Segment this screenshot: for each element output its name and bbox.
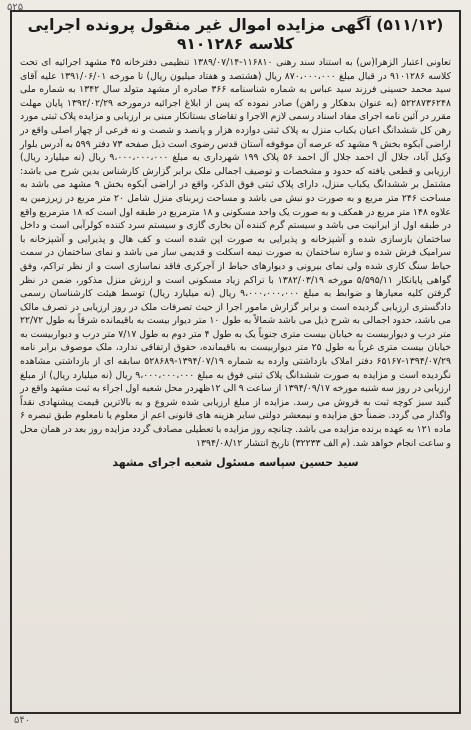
notice-frame bbox=[10, 10, 461, 714]
page-number-bottom: ۵۴۰ bbox=[14, 715, 31, 726]
page-number-top: ۵۲۵ bbox=[7, 2, 24, 13]
notice-body: تعاونی اعتبار الزهرا(س) به استناد سند رهنی ۱۱۶۸۱۰-۱۳۸۹/۰۷/۱۴ تنظیمی دفترخانه ۴۵ مشهد اجرائیه ای تحت کلاسه ۹۱۰۱۲۸۶ در قبال مبلغ ۸۷۰،۰۰۰،۰۰۰ ریال (هشتصد و هفتاد میلیون ریال) تا مورخه ۱۳۹۱/۰۶/۰۱ علیه آقای سید محمد حسینی فرزند سید عباس به شماره شناسنامه ۳۶۶ صادره از مشهد متولد سال ۱۳۴۲ به شماره ملی ۵۲۲۸۷۳۶۲۴۸ (به عنوان بدهکار و راهن) صادر نموده که پس از ابلاغ اجرائیه درمورخه ۱۳۹۲/۰۲/۲۹ پایان مهلت مقرر در آئین نامه اجرای مفاد اسناد رسمی لازم الاجرا و تقاضای بستانکار مبنی بر ارزیابی و مزایده پلاک ثبتی مورد رهن کل ششدانگ اعیان یکباب منزل به پلاک ثبتی دوازده هزار و پانصد و شصت و نه فرعی از چهار اصلی واقع در اراضی آبکوه بخش ۹ مشهد که عرصه آن موقوفه آستان قدس رضوی است ذیل صفحه ۷۳ دفتر ۵۹۹ به آدرس بلوار وکیل آباد، جلال آل احمد جلال آل احمد ۵۶ پلاک ۱۹۹ شهرداری به مبلغ ۹،۰۰۰،۰۰۰،۰۰۰ ریال (نه میلیارد ریال) ارزیابی و قطعی یافته که حدود و مشخصات و توصیف اجمالی ملک برابر گزارش کارشناس بدین شرح می باشد: مشتمل بر ششدانگ یکباب منزل، دارای پلاک ثبتی فوق الذکر، واقع در اراضی آبکوه بخش ۹ مشهد می باشد به مساحت ۲۴۶ متر مربع و به صورت دو نبش می باشد و مساحت زیربنای منزل شامل ۲۰ متر مربع در زیرزمین به علاوه ۱۴۸ متر مربع در همکف و به صورت یک واحد مسکونی و ۱۸ مترمربع در طبقه اول است که ۱۸ مترمربع واقع در طبقه اول از ایرانیت می باشد و سیستم گرم کننده آن بخاری گازی و سیستم سرد کننده کولرآبی است و داخل ساختمان بازسازی شده و آشپزخانه و پذیرایی به صورت اپن شده است و کف هال و پذیرایی و آشپزخانه با سرامیک فرش شده و سازه ساختمان به صورت نیمه اسکلت و قدیمی ساز می باشد و نمای ساختمان در سمت حیاط سنگ کاری شده ولی نمای بیرونی و دیوارهای حیاط از آجرکری فاقد نماسازی است و از نظر تراکم، وفق گواهی پایانکار ۵/۵۹۵/۱۱ مورخه ۱۳۸۲/۰۳/۱۹ با تراکم زیاد مسکونی است و ارزش منزل مذکور، ضمن در نظر گرفتن کلیه معیارها و ضوابط به مبلغ ۹،۰۰۰،۰۰۰،۰۰۰ ریال (نه میلیارد ریال) توسط هیئت کارشناسان رسمی دادگستری ارزیابی گردیده است و برابر گزارش مامور اجرا از حیث تصرفات ملک در روز ارزیابی در تصرف مالک می باشد، حدود اجمالی به شرح ذیل می باشد شمالاً به طول ۱۰ متر دیوار بیست به باقیمانده شرقاً به طول ۲۲/۷۲ متر درب و دیواربیست به خیابان بیست متری جنوباً یک به طول ۴ متر دوم به طول ۷/۱۷ متر درب و دیواربیست به خیابان بیست متری غرباً به طول ۲۵ متر دیواربیست به باقیمانده، حقوق ارتفاقی ندارد، ملک موصوف برابر نامه ۱۳۹۴/۰۷/۲۹-۶۵۱۶۷ دفتر املاک بازداشتی وارده به شماره ۱۳۹۴/۰۷/۱۹-۵۲۸۶۸۹ سابقه ای از بازداشتی مشاهده نگردیده است و مزایده به صورت ششدانگ پلاک ثبتی فوق به مبلغ ۹،۰۰۰،۰۰۰،۰۰۰ ریال (نه میلیارد ریال) از مبلغ ارزیابی در روز سه شنبه مورخه ۱۳۹۴/۰۹/۱۷ از ساعت ۹ الی ۱۲ظهردر محل شعبه اول اجراء به ثبت مشهد واقع در گنبد سبز کوچه ثبت به فروش می رسد. مزایده از مبلغ ارزیابی شده شروع و به بالاترین قیمت پیشنهادی نقداً واگذار می گردد. ضمناً حق مزایده و نیمعشر دولتی سایر هزینه های قانونی اعم از معلوم یا نامعلوم طبق تبصره ۶ ماده ۱۲۱ به عهده برنده مزایده می باشد. چنانچه روز مزایده با تعطیلی مصادف گردد مزایده روز بعد در همان محل و ساعت انجام خواهد شد. (م الف ۳۲۲۳۳) تاریخ انتشار ۱۳۹۴/۰۸/۱۲ bbox=[20, 57, 452, 449]
notice-signature: سید حسین سپاسه مسئول شعبه اجرای مشهد bbox=[112, 456, 359, 470]
notice-title: (۵۱۱/۱۲) آگهی مزایده اموال غیر منقول پرونده اجرایی کلاسه ۹۱۰۱۲۸۶ bbox=[27, 16, 444, 53]
